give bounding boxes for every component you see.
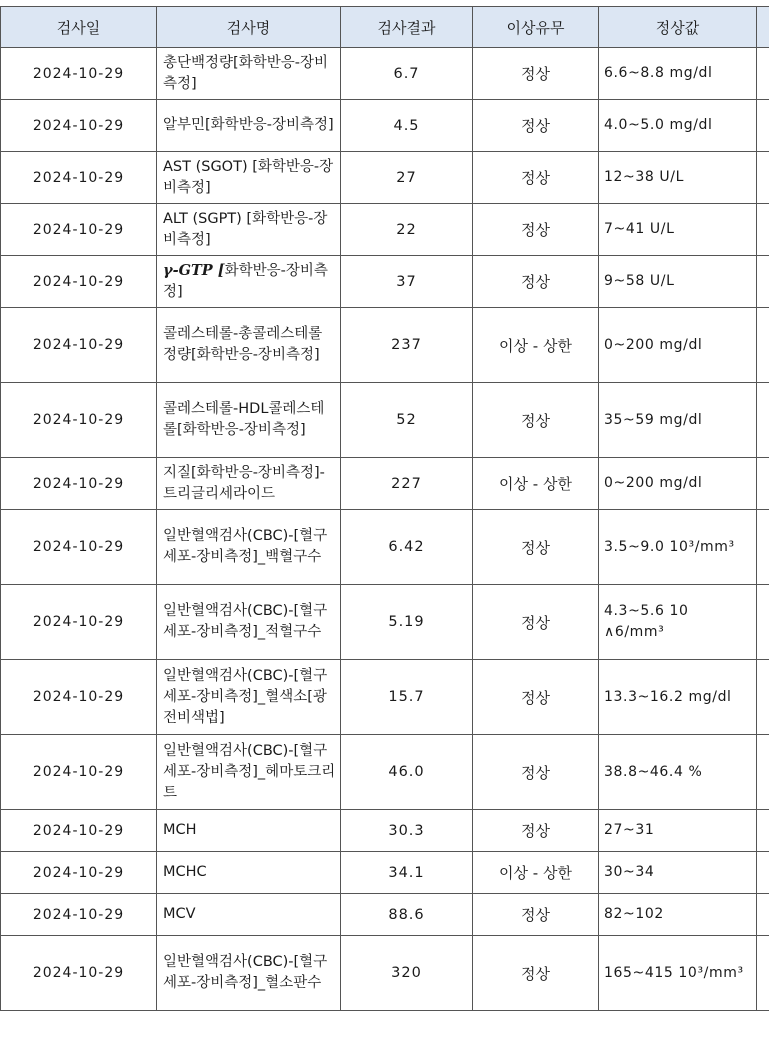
cell-test-name [157, 256, 341, 308]
cell-normal-range: 0~200 mg/dl [599, 308, 757, 383]
cell-test-name: 알부민[화학반응-장비측정] [157, 100, 341, 152]
cell-normal-range: 35~59 mg/dl [599, 383, 757, 458]
cell-status: 정상 [473, 100, 599, 152]
cell-result: 4.5 [341, 100, 473, 152]
cell-normal-range: 38.8~46.4 % [599, 735, 757, 810]
table-row [1, 510, 769, 585]
cell-normal-range: 82~102 [599, 894, 757, 936]
cell-test-name: 일반혈액검사(CBC)-[혈구세포-장비측정]_혈색소[광전비색법] [157, 660, 341, 735]
cell-result: 34.1 [341, 852, 473, 894]
cell-normal-range: 9~58 U/L [599, 256, 757, 308]
cell-status: 정상 [473, 510, 599, 585]
cell-extra [757, 810, 769, 852]
cell-status: 정상 [473, 735, 599, 810]
table-row [1, 383, 769, 458]
cell-normal-range: 12~38 U/L [599, 152, 757, 204]
cell-status: 정상 [473, 810, 599, 852]
cell-extra [757, 100, 769, 152]
table-row [1, 204, 769, 256]
cell-extra [757, 894, 769, 936]
cell-status: 이상 - 상한 [473, 852, 599, 894]
header-test-name: 검사명 [157, 7, 341, 48]
cell-result: 88.6 [341, 894, 473, 936]
cell-status: 이상 - 상한 [473, 458, 599, 510]
cell-result: 52 [341, 383, 473, 458]
cell-date: 2024-10-29 [1, 894, 157, 936]
header-normal-range: 정상값 [599, 7, 757, 48]
cell-normal-range: 3.5~9.0 10³/mm³ [599, 510, 757, 585]
table-row [1, 810, 769, 852]
cell-result: 27 [341, 152, 473, 204]
cell-date: 2024-10-29 [1, 735, 157, 810]
header-abnormal: 이상유무 [473, 7, 599, 48]
ggt-label: γ-GTP [ [163, 262, 225, 279]
cell-test-name: MCHC [157, 852, 341, 894]
cell-result: 30.3 [341, 810, 473, 852]
table-row [1, 256, 769, 308]
cell-extra [757, 152, 769, 204]
cell-normal-range: 4.3~5.6 10 ∧6/mm³ [599, 585, 757, 660]
cell-test-name: ALT (SGPT) [화학반응-장비측정] [157, 204, 341, 256]
cell-status: 정상 [473, 48, 599, 100]
cell-date: 2024-10-29 [1, 510, 157, 585]
cell-date: 2024-10-29 [1, 100, 157, 152]
cell-status: 이상 - 상한 [473, 308, 599, 383]
table-header-row [1, 7, 769, 48]
cell-test-name: 콜레스테롤-총콜레스테롤정량[화학반응-장비측정] [157, 308, 341, 383]
table-row [1, 458, 769, 510]
table-row [1, 894, 769, 936]
cell-extra [757, 585, 769, 660]
header-result: 검사결과 [341, 7, 473, 48]
cell-test-name: 총단백정량[화학반응-장비측정] [157, 48, 341, 100]
cell-result: 37 [341, 256, 473, 308]
cell-test-name: AST (SGOT) [화학반응-장비측정] [157, 152, 341, 204]
table-row [1, 735, 769, 810]
cell-test-name: 지질[화학반응-장비측정]-트리글리세라이드 [157, 458, 341, 510]
cell-status: 정상 [473, 204, 599, 256]
cell-test-name: 콜레스테롤-HDL콜레스테롤[화학반응-장비측정] [157, 383, 341, 458]
cell-normal-range: 6.6~8.8 mg/dl [599, 48, 757, 100]
cell-date: 2024-10-29 [1, 810, 157, 852]
cell-result: 320 [341, 936, 473, 1011]
cell-extra [757, 735, 769, 810]
cell-test-name: 일반혈액검사(CBC)-[혈구세포-장비측정]_헤마토크리트 [157, 735, 341, 810]
table-row [1, 100, 769, 152]
table-row [1, 152, 769, 204]
ggt-method: 화학반응-장비측정] [163, 263, 328, 300]
cell-result: 6.7 [341, 48, 473, 100]
cell-date: 2024-10-29 [1, 458, 157, 510]
cell-date: 2024-10-29 [1, 48, 157, 100]
cell-result: 22 [341, 204, 473, 256]
cell-status: 정상 [473, 152, 599, 204]
cell-normal-range: 13.3~16.2 mg/dl [599, 660, 757, 735]
table-row [1, 308, 769, 383]
header-extra [757, 7, 769, 48]
cell-result: 237 [341, 308, 473, 383]
cell-status: 정상 [473, 660, 599, 735]
cell-extra [757, 852, 769, 894]
cell-result: 227 [341, 458, 473, 510]
table-row [1, 48, 769, 100]
cell-status: 정상 [473, 585, 599, 660]
cell-normal-range: 30~34 [599, 852, 757, 894]
lab-results-table [0, 6, 769, 1011]
cell-date: 2024-10-29 [1, 660, 157, 735]
cell-test-name: MCH [157, 810, 341, 852]
cell-result: 46.0 [341, 735, 473, 810]
cell-extra [757, 308, 769, 383]
cell-normal-range: 4.0~5.0 mg/dl [599, 100, 757, 152]
cell-test-name: 일반혈액검사(CBC)-[혈구세포-장비측정]_혈소판수 [157, 936, 341, 1011]
cell-date: 2024-10-29 [1, 308, 157, 383]
cell-test-name: 일반혈액검사(CBC)-[혈구세포-장비측정]_적혈구수 [157, 585, 341, 660]
cell-status: 정상 [473, 383, 599, 458]
table-row [1, 852, 769, 894]
cell-test-name: 일반혈액검사(CBC)-[혈구세포-장비측정]_백혈구수 [157, 510, 341, 585]
cell-date: 2024-10-29 [1, 852, 157, 894]
cell-result: 6.42 [341, 510, 473, 585]
cell-date: 2024-10-29 [1, 383, 157, 458]
cell-normal-range: 7~41 U/L [599, 204, 757, 256]
cell-result: 5.19 [341, 585, 473, 660]
header-date: 검사일 [1, 7, 157, 48]
lab-results-table-wrapper [0, 6, 769, 1011]
cell-date: 2024-10-29 [1, 152, 157, 204]
cell-extra [757, 204, 769, 256]
cell-extra [757, 458, 769, 510]
cell-status: 정상 [473, 256, 599, 308]
cell-extra [757, 48, 769, 100]
table-row [1, 936, 769, 1011]
cell-normal-range: 27~31 [599, 810, 757, 852]
table-row [1, 660, 769, 735]
cell-extra [757, 510, 769, 585]
cell-status: 정상 [473, 936, 599, 1011]
cell-date: 2024-10-29 [1, 936, 157, 1011]
cell-status: 정상 [473, 894, 599, 936]
cell-normal-range: 165~415 10³/mm³ [599, 936, 757, 1011]
table-row [1, 585, 769, 660]
cell-date: 2024-10-29 [1, 585, 157, 660]
cell-extra [757, 660, 769, 735]
cell-extra [757, 383, 769, 458]
cell-normal-range: 0~200 mg/dl [599, 458, 757, 510]
cell-test-name: MCV [157, 894, 341, 936]
cell-extra [757, 936, 769, 1011]
cell-result: 15.7 [341, 660, 473, 735]
cell-date: 2024-10-29 [1, 256, 157, 308]
cell-extra [757, 256, 769, 308]
cell-date: 2024-10-29 [1, 204, 157, 256]
